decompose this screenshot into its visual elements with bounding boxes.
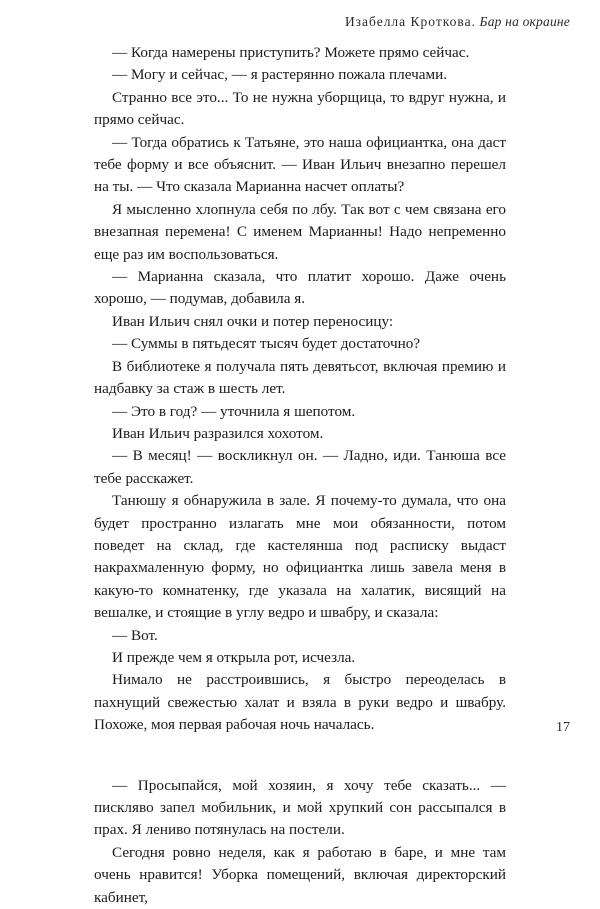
paragraph: И прежде чем я открыла рот, исчезла. (112, 648, 356, 666)
paragraph: — Марианна сказала, что платит хорошо. Даже очень хорошо, — подумав, добавила я. (94, 268, 506, 308)
paragraph: — В месяц! — воскликнул он. — Ладно, иди. Танюша все тебе расскажет. (94, 447, 506, 487)
paragraph: — Вот. (112, 626, 158, 644)
header-book-title: Бар на окраине (479, 14, 570, 29)
paragraph: Нимало не расстроившись, я быстро переоделась в пахнущий свежестью халат и взяла в руки ведро и швабру. Похоже, моя первая рабочая ночь началась. (94, 671, 506, 734)
paragraph: Странно все это... То не нужна уборщица, то вдруг нужна, и прямо сейчас. (94, 88, 506, 129)
page-number: 17 (556, 720, 570, 735)
paragraph: — Могу и сейчас, — я растерянно пожала плечами. (112, 66, 448, 84)
paragraph: В библиотеке я получала пять девятьсот, включая премию и надбавку за стаж в шесть лет. (94, 357, 506, 398)
paragraph: — Тогда обратись к Татьяне, это наша официантка, она даст тебе форму и все объяснит. — Иван Ильич внезапно перешел на ты. — Что сказала Марианна насчет оплаты? (94, 133, 506, 196)
paragraph: Я мысленно хлопнула себя по лбу. Так вот с чем связана его внезапная перемена! С именем Марианны! Надо непременно еще раз им воспользоваться. (94, 200, 506, 263)
paragraph: Иван Ильич снял очки и потер переносицу: (112, 312, 394, 330)
paragraph: Иван Ильич разразился хохотом. (112, 424, 324, 442)
header-author: Изабелла Кроткова. (344, 14, 476, 29)
paragraph: — Просыпайся, мой хозяин, я хочу тебе сказать... — писклявo запел мобильник, и мой хрупкий сон рассыпался в прах. Я лениво потянулась на постели. (94, 776, 506, 839)
page-body (94, 42, 506, 909)
paragraph: Сегодня ровно неделя, как я работаю в баре, и мне там очень нравится! Уборка помещений, включая директорский кабинет, (94, 843, 506, 906)
paragraph: Танюшу я обнаружила в зале. Я почему-то думала, что она будет пространно излагать мне мои обязанности, потом поведет на склад, где кастелянша под расписку выдаст накрахмаленную форму, но официантка лишь завела меня в какую-то комнатенку, где указала на халатик, висящий на вешалке, и стоящие в углу ведро и швабру, и сказала: (94, 492, 506, 622)
paragraph: — Это в год? — уточнила я шепотом. (112, 402, 356, 420)
paragraph: — Суммы в пятьдесят тысяч будет достаточно? (112, 335, 421, 353)
paragraph: — Когда намерены приступить? Можете прямо сейчас. (112, 44, 470, 61)
running-header (345, 14, 570, 30)
